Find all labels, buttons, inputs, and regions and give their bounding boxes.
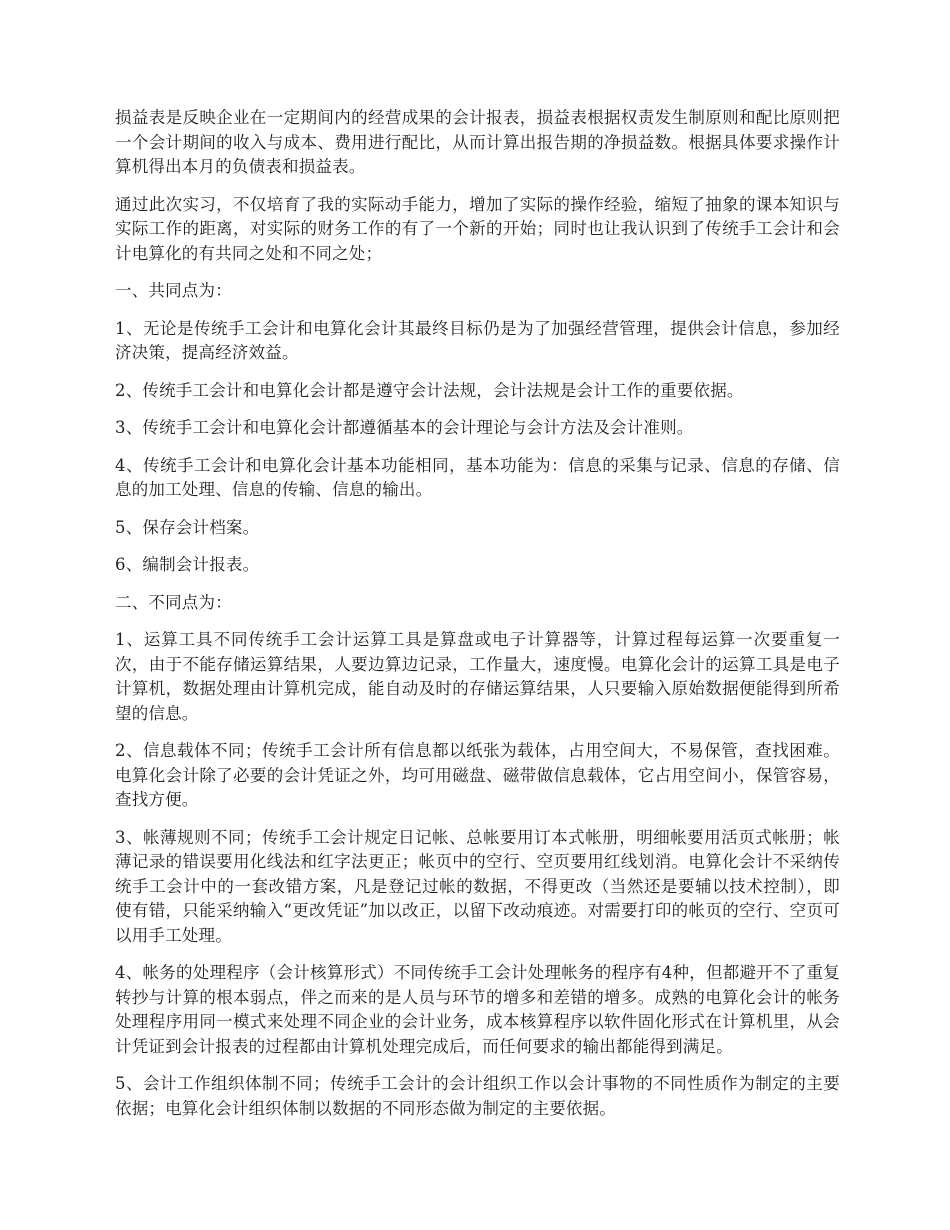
paragraph-income-statement: 损益表是反映企业在一定期间内的经营成果的会计报表，损益表根据权责发生制原则和配比原则把一个会计期间的收入与成本、费用进行配比，从而计算出报告期的净损益数。根据具体要求操作计算机得出本月的负债表和损益表。 [115,108,840,176]
similarity-item-6: 6、编制会计报表。 [115,555,260,574]
section-heading-differences: 二、不同点为： [115,592,232,612]
difference-item-4: 4、帐务的处理程序（会计核算形式）不同传统手工会计处理帐务的程序有4种，但都避开不了重复转抄与计算的根本弱点，伴之而来的是人员与环节的增多和差错的增多。成熟的电算化会计的帐务处理程序用同一模式来处理不同企业的会计业务，成本核算程序以软件固化形式在计算机里，从会计凭证到会计报表的过程都由计算机处理完成后，而任何要求的输出都能得到满足。 [115,963,840,1056]
document-body [115,106,840,1134]
similarity-item-2: 2、传统手工会计和电算化会计都是遵守会计法规，会计法规是会计工作的重要依据。 [115,380,744,400]
difference-item-5: 5、会计工作组织体制不同；传统手工会计的会计组织工作以会计事物的不同性质作为制定的主要依据；电算化会计组织体制以数据的不同形态做为制定的主要依据。 [115,1074,840,1118]
similarity-item-1: 1、无论是传统手工会计和电算化会计其最终目标仍是为了加强经营管理，提供会计信息，参加经济决策，提高经济效益。 [115,318,840,362]
paragraph-internship-summary: 通过此次实习，不仅培育了我的实际动手能力，增加了实际的操作经验，缩短了抽象的课本知识与实际工作的距离，对实际的财务工作的有了一个新的开始；同时也让我认识到了传统手工会计和会计电算化的有共同之处和不同之处； [115,194,840,263]
similarity-item-5: 5、保存会计档案。 [115,517,260,537]
section-heading-similarities: 一、共同点为： [115,281,232,300]
difference-item-2: 2、信息载体不同；传统手工会计所有信息都以纸张为载体，占用空间大，不易保管，查找困难。电算化会计除了必要的会计凭证之外，均可用磁盘、磁带做信息载体，它占用空间小，保管容易，查找方便。 [115,741,840,809]
difference-item-3: 3、帐薄规则不同；传统手工会计规定日记帐、总帐要用订本式帐册，明细帐要用活页式帐册；帐薄记录的错误要用化线法和红字法更正；帐页中的空行、空页要用红线划消。电算化会计不采纳传统手工会计中的一套改错方案，凡是登记过帐的数据，不得更改（当然还是要辅以技术控制），即使有错，只能采纳输入“更改凭证”加以改正，以留下改动痕迹。对需要打印的帐页的空行、空页可以用手工处理。 [115,827,840,945]
similarity-item-4: 4、传统手工会计和电算化会计基本功能相同，基本功能为：信息的采集与记录、信息的存储、信息的加工处理、信息的传输、信息的输出。 [115,455,840,499]
difference-item-1: 1、运算工具不同传统手工会计运算工具是算盘或电子计算器等，计算过程每运算一次要重复一次，由于不能存储运算结果，人要边算边记录，工作量大，速度慢。电算化会计的运算工具是电子计算机，数据处理由计算机完成，能自动及时的存储运算结果，人只要输入原始数据便能得到所希望的信息。 [115,630,840,723]
similarity-item-3: 3、传统手工会计和电算化会计都遵循基本的会计理论与会计方法及会计准则。 [115,418,694,437]
